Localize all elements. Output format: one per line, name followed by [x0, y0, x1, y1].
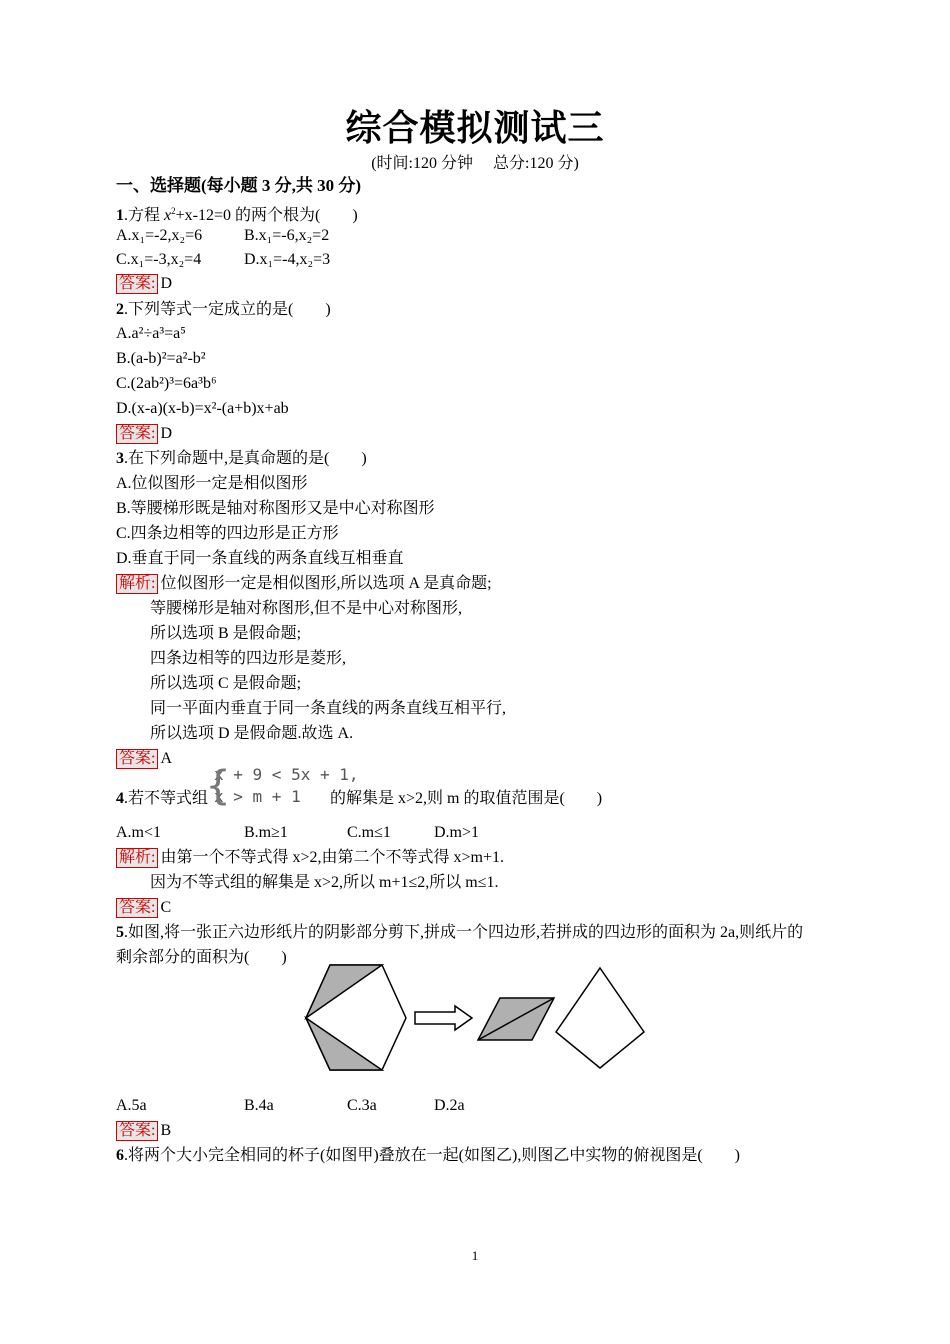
question-5-option-b: B.4a [244, 1097, 274, 1114]
question-1-option-d: D.x₁=-4,x₂=3 [244, 251, 331, 268]
question-3-answer [116, 749, 172, 769]
question-3-analysis-line [116, 574, 492, 594]
answer-tag: 答案: [116, 898, 158, 918]
question-2-answer-value: D [160, 425, 173, 442]
question-2-stem: .下列等式一定成立的是( ) [124, 301, 331, 318]
question-5-option-c: C.3a [347, 1097, 377, 1114]
question-3-analysis-line: 所以选项 B 是假命题; [150, 625, 302, 642]
inequality-1: x + 9 < 5x + 1, [214, 765, 359, 784]
question-5-option-d: D.2a [434, 1097, 465, 1114]
question-4-answer [116, 898, 171, 918]
question-3-option-b: B.等腰梯形既是轴对称图形又是中心对称图形 [116, 500, 435, 517]
question-1-option-b: B.x₁=-6,x₂=2 [244, 227, 330, 244]
question-6-stem: .将两个大小完全相同的杯子(如图甲)叠放在一起(如图乙),则图乙中实物的俯视图是( ) [124, 1147, 740, 1164]
section-heading: 一、选择题(每小题 3 分,共 30 分) [116, 176, 362, 195]
question-2-option-d: D.(x-a)(x-b)=x²-(a+b)x+ab [116, 400, 289, 417]
question-1-number: 1 [116, 207, 124, 224]
question-4-option-a: A.m<1 [116, 824, 162, 841]
question-4-analysis-line: 因为不等式组的解集是 x>2,所以 m+1≤2,所以 m≤1. [150, 874, 499, 891]
question-4-stem-a: .若不等式组 [124, 790, 209, 807]
question-1 [116, 201, 358, 226]
question-4-option-d: D.m>1 [434, 824, 480, 841]
analysis-tag: 解析: [116, 574, 158, 594]
question-3-number: 3 [116, 450, 124, 467]
hexagon-figure [300, 960, 660, 1075]
question-3-analysis-line: 所以选项 C 是假命题; [150, 675, 302, 692]
question-5-option-a: A.5a [116, 1097, 147, 1114]
question-2-option-a: A.a²÷a³=a⁵ [116, 325, 186, 342]
question-5-answer [116, 1121, 171, 1141]
question-6-number: 6 [116, 1147, 124, 1164]
question-3-analysis-line: 所以选项 D 是假命题.故选 A. [150, 725, 354, 742]
question-5-stem-line2: 剩余部分的面积为( ) [116, 949, 287, 966]
question-5 [116, 923, 803, 943]
question-3-answer-value: A [160, 750, 173, 767]
arrow-shape [415, 1006, 472, 1030]
question-3-option-d: D.垂直于同一条直线的两条直线互相垂直 [116, 550, 404, 567]
question-4 [116, 789, 208, 809]
answer-tag: 答案: [116, 1121, 158, 1141]
question-4-analysis-line [116, 848, 504, 868]
question-4-option-c: C.m≤1 [347, 824, 391, 841]
question-3 [116, 449, 367, 469]
question-1-stem-exp: 2 [171, 206, 176, 216]
question-3-analysis-text: 位似图形一定是相似图形,所以选项 A 是真命题; [160, 575, 492, 592]
brace-symbol: { [206, 763, 231, 809]
question-5-number: 5 [116, 924, 124, 941]
question-1-stem-d: +x-12=0 的两个根为( ) [175, 207, 358, 224]
question-5-stem-line1: .如图,将一张正六边形纸片的阴影部分剪下,拼成一个四边形,若拼成的四边形的面积为 2a,则纸片的 [124, 924, 804, 941]
question-4-number: 4 [116, 790, 124, 807]
answer-tag: 答案: [116, 424, 158, 444]
page-title: 综合模拟测试三 [345, 108, 605, 148]
question-2-option-b: B.(a-b)²=a²-b² [116, 350, 206, 367]
answer-tag: 答案: [116, 749, 158, 769]
analysis-tag: 解析: [116, 848, 158, 868]
inequality-2: x > m + 1 [214, 787, 301, 806]
page-number: 1 [471, 1248, 479, 1263]
question-1-stem-a: .方程 [124, 207, 165, 224]
question-1-answer [116, 274, 172, 294]
question-1-option-c: C.x₁=-3,x₂=4 [116, 251, 202, 268]
question-2-number: 2 [116, 301, 124, 318]
question-1-option-a: A.x₁=-2,x₂=6 [116, 227, 203, 244]
question-2-option-c: C.(2ab²)³=6a³b⁶ [116, 375, 217, 392]
question-2 [116, 300, 331, 320]
question-1-answer-value: D [160, 275, 173, 292]
question-4-stem-b: 的解集是 x>2,则 m 的取值范围是( ) [330, 790, 603, 807]
question-2-answer [116, 424, 172, 444]
question-5-answer-value: B [160, 1122, 172, 1139]
kite-shape [556, 968, 644, 1068]
page-subtitle: (时间:120 分钟 总分:120 分) [371, 155, 579, 172]
question-3-analysis-line: 等腰梯形是轴对称图形,但不是中心对称图形, [150, 600, 463, 617]
question-4-answer-value: C [160, 899, 172, 916]
question-3-stem: .在下列命题中,是真命题的是( ) [124, 450, 367, 467]
question-4-option-b: B.m≥1 [244, 824, 288, 841]
question-6 [116, 1146, 740, 1166]
question-3-analysis-line: 四条边相等的四边形是菱形, [150, 650, 347, 667]
question-3-analysis-line: 同一平面内垂直于同一条直线的两条直线互相平行, [150, 700, 507, 717]
question-4-analysis-text: 由第一个不等式得 x>2,由第二个不等式得 x>m+1. [160, 849, 504, 866]
question-1-stem-var: x [164, 207, 172, 224]
question-3-option-a: A.位似图形一定是相似图形 [116, 475, 308, 492]
question-3-option-c: C.四条边相等的四边形是正方形 [116, 525, 339, 542]
answer-tag: 答案: [116, 274, 158, 294]
